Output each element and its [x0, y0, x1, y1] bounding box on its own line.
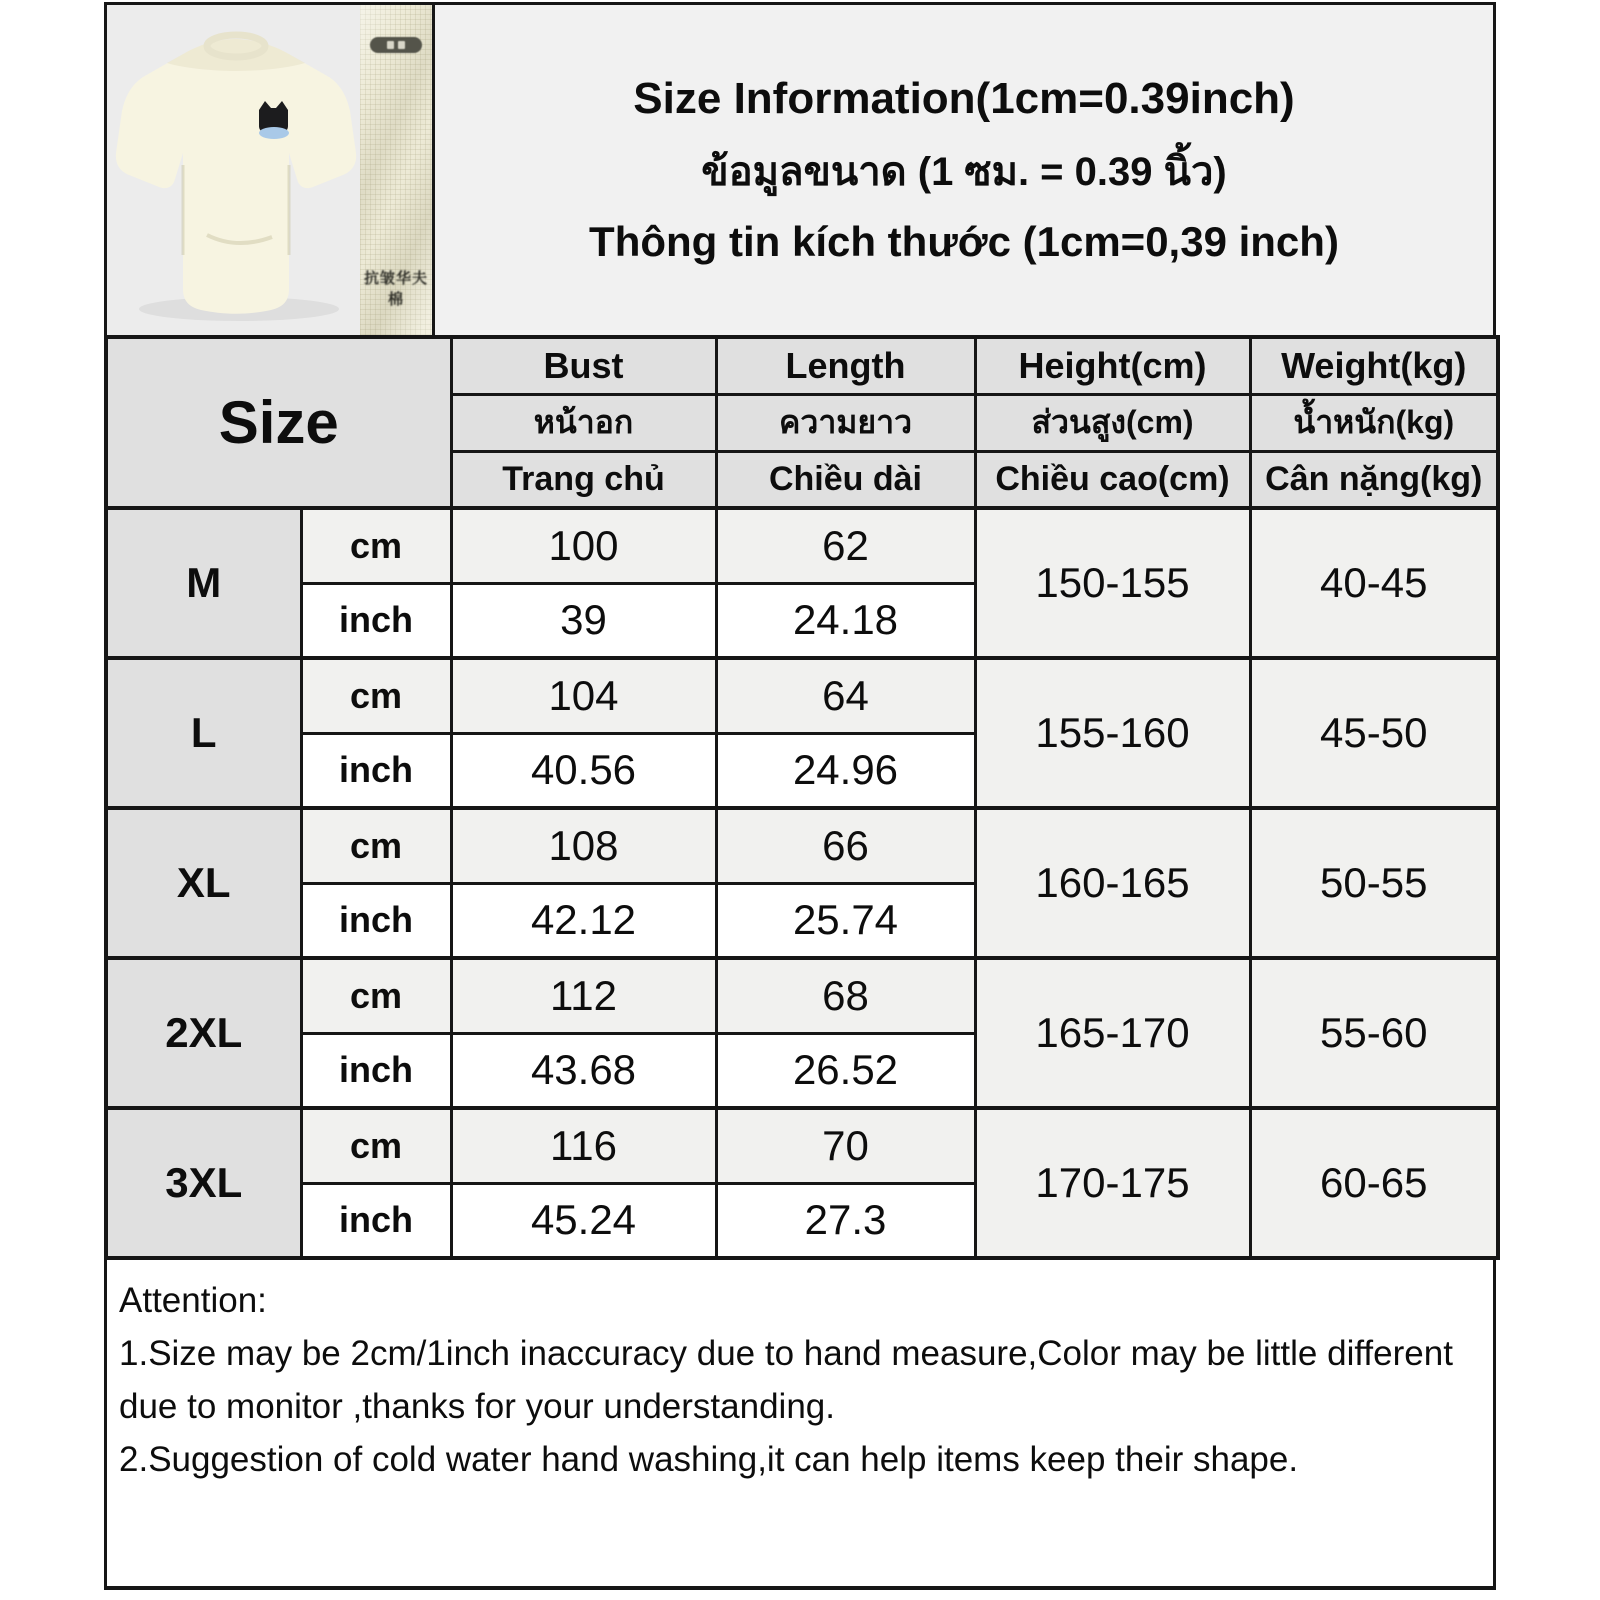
col-header-height-en: Height(cm): [975, 337, 1250, 394]
product-photo: [107, 5, 435, 335]
height-range: 150-155: [975, 508, 1250, 658]
title-area: [435, 5, 1493, 335]
weight-range: 40-45: [1250, 508, 1498, 658]
weight-range: 50-55: [1250, 808, 1498, 958]
attention-note-1: 1.Size may be 2cm/1inch inaccuracy due to hand measure,Color may be little different due to monitor ,thanks for your understanding.: [119, 1334, 1453, 1426]
table-row: [106, 508, 1498, 583]
col-header-length-en: Length: [716, 337, 975, 394]
bust-cm-value: 104: [451, 658, 716, 733]
col-header-height-vi: Chiều cao(cm): [975, 451, 1250, 508]
table-row: [106, 658, 1498, 733]
unit-label-inch: inch: [301, 733, 451, 808]
length-inch-value: 26.52: [716, 1033, 975, 1108]
fabric-badge-icon: [370, 37, 422, 53]
bust-inch-value: 43.68: [451, 1033, 716, 1108]
length-inch-value: 24.96: [716, 733, 975, 808]
bust-cm-value: 108: [451, 808, 716, 883]
col-header-weight-th: น้ำหนัก(kg): [1250, 394, 1498, 451]
col-header-bust-en: Bust: [451, 337, 716, 394]
weight-range: 60-65: [1250, 1108, 1498, 1258]
fabric-swatch: [360, 5, 432, 335]
length-cm-value: 64: [716, 658, 975, 733]
unit-label-inch: inch: [301, 883, 451, 958]
tshirt-image: [107, 5, 363, 335]
height-range: 170-175: [975, 1108, 1250, 1258]
unit-label-cm: cm: [301, 958, 451, 1033]
length-inch-value: 25.74: [716, 883, 975, 958]
col-header-bust-vi: Trang chủ: [451, 451, 716, 508]
bust-inch-value: 45.24: [451, 1183, 716, 1258]
bust-cm-value: 116: [451, 1108, 716, 1183]
length-cm-value: 68: [716, 958, 975, 1033]
size-column-header: Size: [106, 337, 451, 508]
length-cm-value: 70: [716, 1108, 975, 1183]
size-label: 3XL: [106, 1108, 301, 1258]
size-table: [104, 335, 1500, 1260]
size-label: L: [106, 658, 301, 808]
height-range: 155-160: [975, 658, 1250, 808]
bust-cm-value: 100: [451, 508, 716, 583]
attention-heading: Attention:: [119, 1281, 267, 1320]
height-range: 160-165: [975, 808, 1250, 958]
unit-label-inch: inch: [301, 1183, 451, 1258]
col-header-weight-en: Weight(kg): [1250, 337, 1498, 394]
bust-inch-value: 42.12: [451, 883, 716, 958]
title-english: Size Information(1cm=0.39inch): [633, 74, 1295, 123]
unit-label-cm: cm: [301, 1108, 451, 1183]
attention-note-2: 2.Suggestion of cold water hand washing,it can help items keep their shape.: [119, 1440, 1299, 1479]
weight-range: 45-50: [1250, 658, 1498, 808]
top-section: [104, 2, 1496, 335]
unit-label-inch: inch: [301, 1033, 451, 1108]
bust-cm-value: 112: [451, 958, 716, 1033]
bust-inch-value: 40.56: [451, 733, 716, 808]
length-inch-value: 27.3: [716, 1183, 975, 1258]
col-header-length-th: ความยาว: [716, 394, 975, 451]
size-label: 2XL: [106, 958, 301, 1108]
length-inch-value: 24.18: [716, 583, 975, 658]
title-vietnamese: Thông tin kích thước (1cm=0,39 inch): [589, 218, 1339, 265]
table-row: [106, 808, 1498, 883]
fabric-label: 抗皱华夫棉: [363, 270, 428, 308]
table-row: [106, 1108, 1498, 1183]
weight-range: 55-60: [1250, 958, 1498, 1108]
col-header-weight-vi: Cân nặng(kg): [1250, 451, 1498, 508]
length-cm-value: 62: [716, 508, 975, 583]
unit-label-cm: cm: [301, 808, 451, 883]
attention-section: [104, 1260, 1496, 1590]
unit-label-inch: inch: [301, 583, 451, 658]
col-header-height-th: ส่วนสูง(cm): [975, 394, 1250, 451]
col-header-length-vi: Chiều dài: [716, 451, 975, 508]
unit-label-cm: cm: [301, 508, 451, 583]
title-thai: ข้อมูลขนาด (1 ซม. = 0.39 นิ้ว): [701, 150, 1227, 194]
bust-inch-value: 39: [451, 583, 716, 658]
table-row: [106, 958, 1498, 1033]
col-header-bust-th: หน้าอก: [451, 394, 716, 451]
unit-label-cm: cm: [301, 658, 451, 733]
size-label: XL: [106, 808, 301, 958]
height-range: 165-170: [975, 958, 1250, 1108]
length-cm-value: 66: [716, 808, 975, 883]
size-label: M: [106, 508, 301, 658]
content-frame: [104, 2, 1496, 1590]
